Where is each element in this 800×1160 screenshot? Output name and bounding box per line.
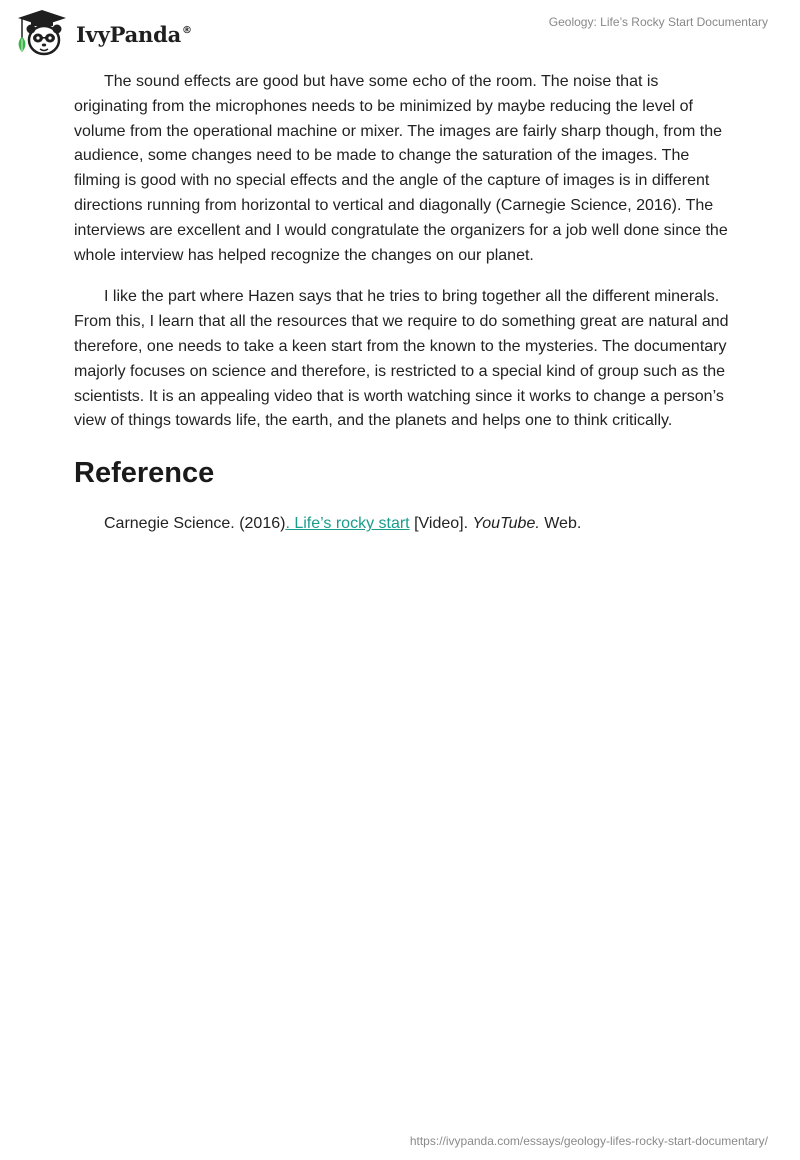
registered-mark: ®	[182, 24, 192, 36]
logo-wordmark: IvyPanda®	[76, 21, 192, 47]
reference-author-year: Carnegie Science. (2016)	[104, 515, 286, 533]
body-paragraph-2: I like the part where Hazen says that he tries to bring together all the different minerals. From this, I learn that all the resources that we require to do something great are natural and therefore, one needs to take a keen start from the known to the mysteries. The documentary majorly focuses on science and therefore, is restricted to a special kind of group such as the scientists. It is an appealing video that is worth watching since it works to change a person’s view of things towards life, the earth, and the planets and helps one to think critically.	[74, 288, 729, 430]
page-header	[0, 0, 800, 70]
reference-medium: [Video].	[409, 515, 473, 533]
document-title: Geology: Life’s Rocky Start Documentary	[548, 15, 768, 29]
essay-content	[74, 70, 734, 536]
reference-entry	[74, 512, 734, 536]
reference-source: YouTube.	[472, 515, 540, 533]
reference-suffix: Web.	[539, 515, 582, 533]
reference-link[interactable]: . Life’s rocky start	[285, 515, 410, 533]
body-paragraph-1: The sound effects are good but have some echo of the room. The noise that is originating from the microphones needs to be minimized by maybe reducing the level of volume from the operational machine or mixer. The images are fairly sharp though, from the audience, some changes need to be made to change the saturation of the images. The filming is good with no special effects and the angle of the capture of images is in different directions running from horizontal to vertical and diagonally (Carnegie Science, 2016). The interviews are excellent and I would congratulate the organizers for a job well done since the whole interview has helped recognize the changes on our planet.	[74, 73, 728, 264]
panda-graduate-icon	[14, 8, 70, 58]
ivypanda-logo[interactable]	[14, 8, 192, 58]
footer-url: https://ivypanda.com/essays/geology-lifes-rocky-start-documentary/	[409, 1134, 768, 1148]
reference-heading: Reference	[74, 457, 215, 490]
